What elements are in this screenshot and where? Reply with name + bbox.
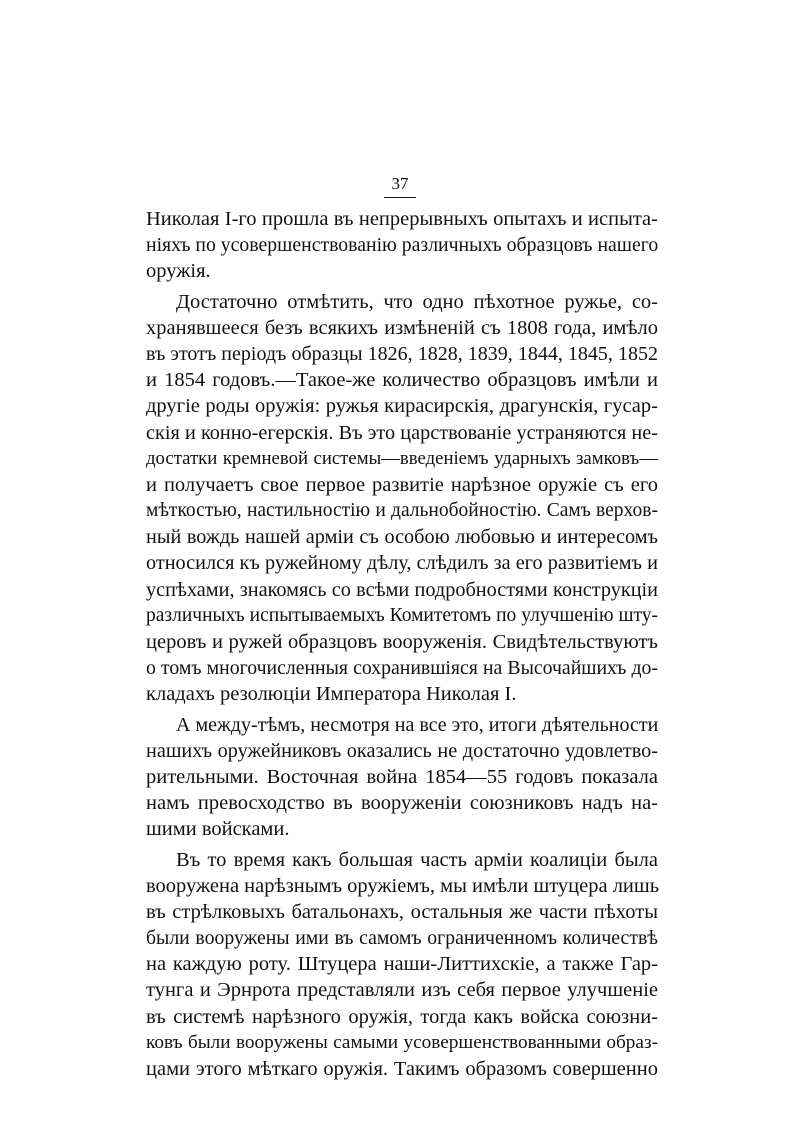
text-line: успѣхами, знакомясь со всѣми подробностями конструкціи [146,578,658,601]
text-line: намъ превосходство въ вооруженіи союзниковъ надъ на- [146,792,658,815]
text-line: въ стрѣлковыхъ батальонахъ, остальныя же части пѣхоты [146,900,658,923]
text-line: церовъ и ружей образцовъ вооруженія. Свидѣтельствуютъ [146,631,658,653]
text-line: кладахъ резолюціи Императора Николая I. [146,683,517,706]
text-line: нашихъ оружейниковъ оказались не достаточно удовлетво- [146,739,658,762]
text-line: тунга и Эрнрота представляли изъ себя первое улучшеніе [146,979,658,1002]
text-line: въ системѣ нарѣзного оружія, тогда какъ войска союзни- [146,1005,658,1028]
text-line: оружія. [146,260,211,283]
paragraph-4 [146,847,658,1083]
paragraph-2 [146,289,658,708]
text-line: мѣткостью, настильностію и дальнобойностію. Самъ верхов- [146,500,658,522]
text-line: цами этого мѣткаго оружія. Такимъ образомъ совершенно [146,1058,658,1080]
text-line: Въ то время какъ большая часть арміи коалиціи была [176,848,658,871]
paragraph-1 [146,206,658,285]
text-line: хранявшееся безъ всякихъ измѣненій съ 1808 года, имѣло [146,316,658,339]
text-line: и получаетъ свое первое развитіе нарѣзное оружіе съ его [146,473,658,496]
text-line: были вооружены ими въ самомъ ограниченномъ количествѣ [146,927,658,950]
text-line: Николая I-го прошла въ непрерывныхъ опытахъ и испыта- [146,208,658,230]
page-number: 37 [391,174,409,193]
text-line: достатки кремневой системы—введеніемъ ударныхъ замковъ— [146,447,658,469]
text-line: ковъ были вооружены самыми усовершенствованными образ- [146,1031,658,1053]
text-line: относился къ ружейному дѣлу, слѣдилъ за его развитіемъ и [146,552,658,575]
text-line: ніяхъ по усовершенствованію различныхъ образцовъ нашего [146,234,659,257]
paragraph-3 [146,712,658,843]
text-line: въ этотъ періодъ образцы 1826, 1828, 1839, 1844, 1845, 1852 [146,342,658,365]
text-line: Достаточно отмѣтить, что одно пѣхотное ружье, со- [176,290,658,313]
text-line: на каждую роту. Штуцера наши-Литтихскіе, а также Гар- [146,953,658,976]
text-line: вооружена нарѣзнымъ оружіемъ, мы имѣли штуцера лишь [146,874,660,897]
text-line: рительными. Восточная война 1854—55 годовъ показала [146,765,658,788]
text-line: ный вождь нашей арміи съ особою любовью и интересомъ [146,526,658,549]
text-line: шими войсками. [146,818,290,841]
text-line: другіе роды оружія: ружья кирасирскія, драгунскія, гусар- [146,395,658,418]
text-line: А между-тѣмъ, несмотря на все это, итоги дѣятельности [176,713,659,736]
page-number-rule [384,197,416,198]
text-line: скія и конно-егерскія. Въ это царствованіе устраняются не- [146,421,658,444]
text-line: различныхъ испытываемыхъ Комитетомъ по улучшенію шту- [146,604,658,626]
text-line: о томъ многочисленныя сохранившіяся на Высочайшихъ до- [146,657,658,680]
text-line: и 1854 годовъ.—Такое-же количество образцовъ имѣли и [146,369,658,392]
body-text [146,206,658,1082]
